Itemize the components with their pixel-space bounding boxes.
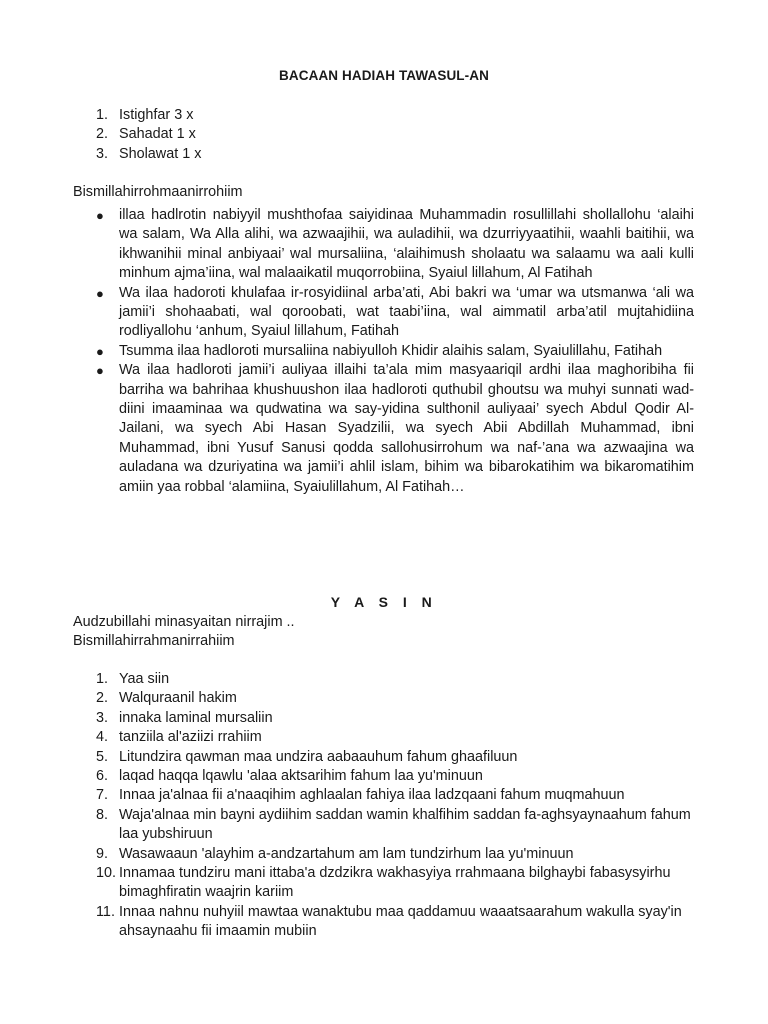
list-item [0,206,768,284]
verse-number: 5. [96,748,109,765]
verse-number: 11. [96,903,115,920]
verse-number: 10. [96,865,117,882]
verse-text: Walquraanil hakim [119,690,237,707]
bullet-icon: ● [96,343,104,359]
verse-number: 3. [96,709,109,726]
list-text: Istighfar 3 x [119,107,194,123]
verse-item [0,670,768,689]
tawasul-paragraph: Wa ilaa hadloroti jamii’i auliyaa illaihi ta’ala mim masyaariqil ardhi ilaa maghoribiha fii barriha wa bahrihaa khushuushon ilaa hadloroti quthubil ghoutsu wa muhyi sunnati wad-diini imaaminaa wa qudwatina wa say-yidina sulthonil auliyaai’ syech Abdul Qodir Al-Jailani, wa syech Abi Hasan Syadzilii, wa syech Abii Abdillah Muhammad, ibni Muhammad, ibni Yusuf Sanusi qodda sallohusirrohum wa naf-’ana wa azwaajina wa auladana wa dzuriyatina wa jamii’i ahlil islam, bihim wa bibarokatihim wa bikaromatihim amiin yaa robbal ‘alamiina, Syaiulillahum, Al Fatihah… [119,362,694,495]
verse-item [0,767,768,786]
verse-item [0,709,768,728]
list-item [0,361,768,497]
list-item [0,342,768,361]
verse-number: 9. [96,845,109,862]
yasin-title: Y A S I N [330,594,438,610]
list-number: 3. [96,145,109,162]
list-text: Sholawat 1 x [119,145,202,162]
verse-number: 1. [96,671,109,687]
verse-item [0,845,768,864]
verse-number: 4. [96,729,109,746]
tawasul-paragraph: illaa hadlrotin nabiyyil mushthofaa saiyidinaa Muhammadin rosullillahi shollallohu ‘alaihi wa salam, Wa Alla alihi, wa azwaajihii, wa auladihii, wa dzurriyyaatihii, waahli baitihii, wa ikhwanihii minal anbiyaai’ wal mursaliina, ‘alaihimush sholaatu wa salaamu wa aali kulli minhum ajma’iina, wal malaaikatil muqorrobiina, Syaiul lillahum, Al Fatihah [119,207,694,282]
bullet-icon: ● [96,363,104,379]
yasin-basmalah-line: Bismillahirrahmanirrahiim [73,633,235,649]
tawasul-paragraph: Wa ilaa hadoroti khulafaa ir-rosyidiinal arba’ati, Abi bakri wa ‘umar wa utsmanwa ‘ali wa jamii’i shohaabati, wal qoroobati, wat taabi’iina, wal aimmatil arba’atil mujtahidiina rodliyallohu ‘anhum, Syaiul lillahum, Fatihah [119,284,694,340]
verse-text: Innaa nahnu nuhyiil mawtaa wanaktubu maa qaddamuu waaatsaarahum wakulla syay'in ahsaynaahu fii imaamin mubiin [119,903,682,940]
bullet-icon: ● [96,285,104,301]
verse-text: Wasawaaun 'alayhim a-andzartahum am lam tundzirhum laa yu'minuun [119,845,574,862]
verse-text: Waja'alnaa min bayni aydiihim saddan wamin khalfihim saddan fa-aghsyaynaahum fahum laa yubshiruun [119,806,691,843]
verse-item [0,806,768,845]
verse-number: 6. [96,768,109,785]
verse-item [0,864,768,903]
verse-number: 2. [96,690,109,707]
verse-number: 7. [96,787,109,804]
verse-text: Litundzira qawman maa undzira aabaauhum fahum ghaafiluun [119,748,518,765]
yasin-verse-list [0,670,768,942]
verse-item [0,728,768,747]
list-number: 1. [96,107,109,123]
verse-text: laqad haqqa lqawlu 'alaa aktsarihim fahum laa yu'minuun [119,768,483,785]
verse-text: Yaa siin [119,671,170,687]
verse-item [0,689,768,708]
verse-text: Innamaa tundziru mani ittaba'a dzdzikra wakhasyiya rrahmaana bilghaybi fabasysyirhu bimaghfiratin waajrin kariim [119,865,671,901]
verse-text: Innaa ja'alnaa fii a'naaqihim aghlaalan fahiya ilaa ladzqaani fahum muqmahuun [119,787,625,804]
bullet-icon: ● [96,208,104,223]
verse-number: 8. [96,806,109,823]
list-item [0,284,768,342]
list-number: 2. [96,126,109,143]
taawudz-line: Audzubillahi minasyaitan nirrajim .. [73,614,295,630]
tawasul-list [0,206,768,497]
document-title: BACAAN HADIAH TAWASUL-AN [279,68,489,83]
verse-item [0,748,768,767]
verse-text: innaka laminal mursaliin [119,709,273,726]
tawasul-paragraph: Tsumma ilaa hadloroti mursaliina nabiyulloh Khidir alaihis salam, Syaiulillahu, Fatihah [119,342,663,359]
verse-item [0,903,768,942]
basmalah-line: Bismillahirrohmaanirrohiim [73,184,243,200]
verse-item [0,786,768,805]
list-text: Sahadat 1 x [119,126,196,143]
verse-text: tanziila al'aziizi rrahiim [119,729,262,746]
